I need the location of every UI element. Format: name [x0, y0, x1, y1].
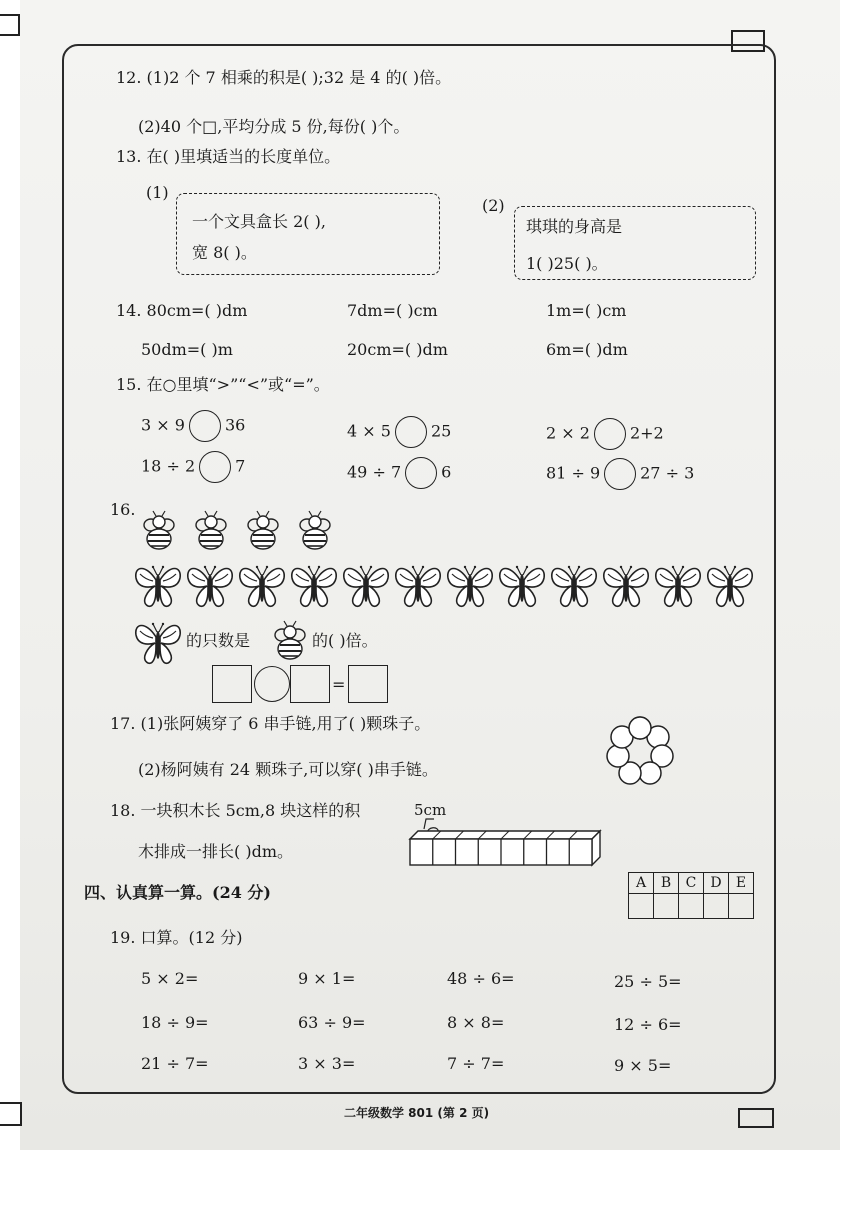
answer-grid-header: A [629, 873, 654, 894]
q19-item: 18 ÷ 9= [141, 1013, 209, 1032]
q16-label: 16. [110, 500, 136, 519]
butterfly-icon [396, 566, 440, 606]
q12-line2: (2)40 个□,平均分成 5 份,每份( )个。 [138, 117, 410, 136]
q15-right: 7 [235, 456, 246, 476]
q14-item-2: 7dm=( )cm [347, 301, 438, 320]
answer-grid-header: E [729, 873, 754, 894]
q13-part2-line1: 琪琪的身高是 [526, 217, 623, 236]
q13-part2-label: (2) [482, 196, 505, 215]
bee-icon [144, 511, 174, 549]
q19-item: 5 × 2= [141, 969, 199, 988]
butterfly-icon [552, 566, 596, 606]
bee-icon [248, 511, 278, 549]
q14-item-1: 14. 80cm=( )dm [116, 301, 248, 320]
q19-item: 25 ÷ 5= [614, 972, 682, 991]
section4-title: 四、认真算一算。(24 分) [84, 883, 271, 902]
q16-text-a: 的只数是 [186, 631, 251, 650]
butterfly-row [132, 558, 758, 612]
compare-circle[interactable] [405, 457, 437, 489]
q15-left: 2 × 2 [546, 423, 590, 443]
q15-item-4 [141, 451, 245, 483]
blocks-figure [406, 815, 606, 869]
q19-item: 8 × 8= [447, 1013, 505, 1032]
q18-line1: 18. 一块积木长 5cm,8 块这样的积 [110, 801, 361, 820]
q15-right: 27 ÷ 3 [640, 463, 695, 483]
bead-icon [629, 717, 651, 739]
q15-right: 25 [430, 421, 452, 441]
butterfly-icon [344, 566, 388, 606]
q19-item: 9 × 5= [614, 1056, 672, 1075]
bead-icon [639, 762, 661, 784]
q15-right: 2+2 [629, 423, 664, 443]
q15-left: 81 ÷ 9 [546, 463, 601, 483]
q19-item: 9 × 1= [298, 969, 356, 988]
answer-grid-header: B [654, 873, 679, 894]
q19-title: 19. 口算。(12 分) [110, 928, 243, 947]
answer-box[interactable] [290, 665, 330, 703]
answer-grid-cell[interactable] [629, 894, 654, 919]
bead-icon [607, 745, 629, 767]
corner-mark-bottom-left [0, 1102, 22, 1126]
q15-item-3 [546, 418, 664, 450]
butterfly-icon [188, 566, 232, 606]
corner-mark-top-left [0, 14, 20, 36]
answer-grid-cell[interactable] [654, 894, 679, 919]
q16-text-b: 的( )倍。 [312, 631, 378, 650]
q15-item-5 [347, 457, 451, 489]
q13-title: 13. 在( )里填适当的长度单位。 [116, 147, 341, 166]
compare-circle[interactable] [604, 458, 636, 490]
q19-item: 12 ÷ 6= [614, 1015, 682, 1034]
q15-right: 6 [441, 462, 452, 482]
answer-grid-header: C [679, 873, 704, 894]
bee-row [138, 507, 353, 555]
q15-item-6 [546, 458, 694, 490]
q14-item-6: 6m=( )dm [546, 340, 628, 359]
q17-line2: (2)杨阿姨有 24 颗珠子,可以穿( )串手链。 [138, 760, 438, 779]
q15-title: 15. 在○里填“>”“<”或“=”。 [116, 375, 330, 394]
bee-icon [196, 511, 226, 549]
compare-circle[interactable] [199, 451, 231, 483]
q15-left: 49 ÷ 7 [347, 462, 402, 482]
answer-grid-header: D [704, 873, 729, 894]
butterfly-icon [292, 566, 336, 606]
equals-sign: = [332, 675, 346, 694]
block-length-label: 5cm [414, 801, 447, 819]
butterfly-icon [136, 566, 180, 606]
butterfly-icon [448, 566, 492, 606]
q13-part1-label: (1) [146, 183, 169, 202]
answer-grid-cell[interactable] [704, 894, 729, 919]
compare-circle[interactable] [189, 410, 221, 442]
q17-line1: 17. (1)张阿姨穿了 6 串手链,用了( )颗珠子。 [110, 714, 431, 733]
compare-circle[interactable] [594, 418, 626, 450]
answer-box[interactable] [212, 665, 252, 703]
q19-item: 63 ÷ 9= [298, 1013, 366, 1032]
page-footer: 二年级数学 801 (第 2 页) [344, 1106, 490, 1120]
q13-part1-line2: 宽 8( )。 [192, 243, 257, 262]
q15-left: 18 ÷ 2 [141, 456, 196, 476]
q18-line2: 木排成一排长( )dm。 [138, 842, 293, 861]
q19-item: 7 ÷ 7= [447, 1054, 505, 1073]
butterfly-icon [604, 566, 648, 606]
q14-item-3: 1m=( )cm [546, 301, 627, 320]
bracelet-figure [606, 715, 674, 787]
compare-circle[interactable] [395, 416, 427, 448]
q14-item-5: 20cm=( )dm [347, 340, 448, 359]
q15-left: 4 × 5 [347, 421, 391, 441]
q15-item-2 [347, 416, 451, 448]
butterfly-icon [240, 566, 284, 606]
q15-item-1 [141, 410, 245, 442]
corner-mark-bottom-right [738, 1108, 774, 1128]
q14-item-4: 50dm=( )m [141, 340, 233, 359]
q19-item: 3 × 3= [298, 1054, 356, 1073]
answer-grid [628, 872, 754, 919]
butterfly-icon [132, 615, 184, 667]
operator-circle[interactable] [254, 666, 290, 702]
bee-icon [268, 617, 312, 661]
answer-grid-cell[interactable] [729, 894, 754, 919]
q12-line1: 12. (1)2 个 7 相乘的积是( );32 是 4 的( )倍。 [116, 68, 452, 87]
q13-part1-line1: 一个文具盒长 2( ), [192, 212, 326, 231]
q19-item: 21 ÷ 7= [141, 1054, 209, 1073]
q13-part2-line2: 1( )25( )。 [526, 254, 608, 273]
butterfly-icon [656, 566, 700, 606]
answer-box[interactable] [348, 665, 388, 703]
butterfly-icon [708, 566, 752, 606]
q15-right: 36 [224, 415, 246, 435]
answer-grid-cell[interactable] [679, 894, 704, 919]
bee-icon [300, 511, 330, 549]
q19-item: 48 ÷ 6= [447, 969, 515, 988]
butterfly-icon [500, 566, 544, 606]
q15-left: 3 × 9 [141, 415, 185, 435]
